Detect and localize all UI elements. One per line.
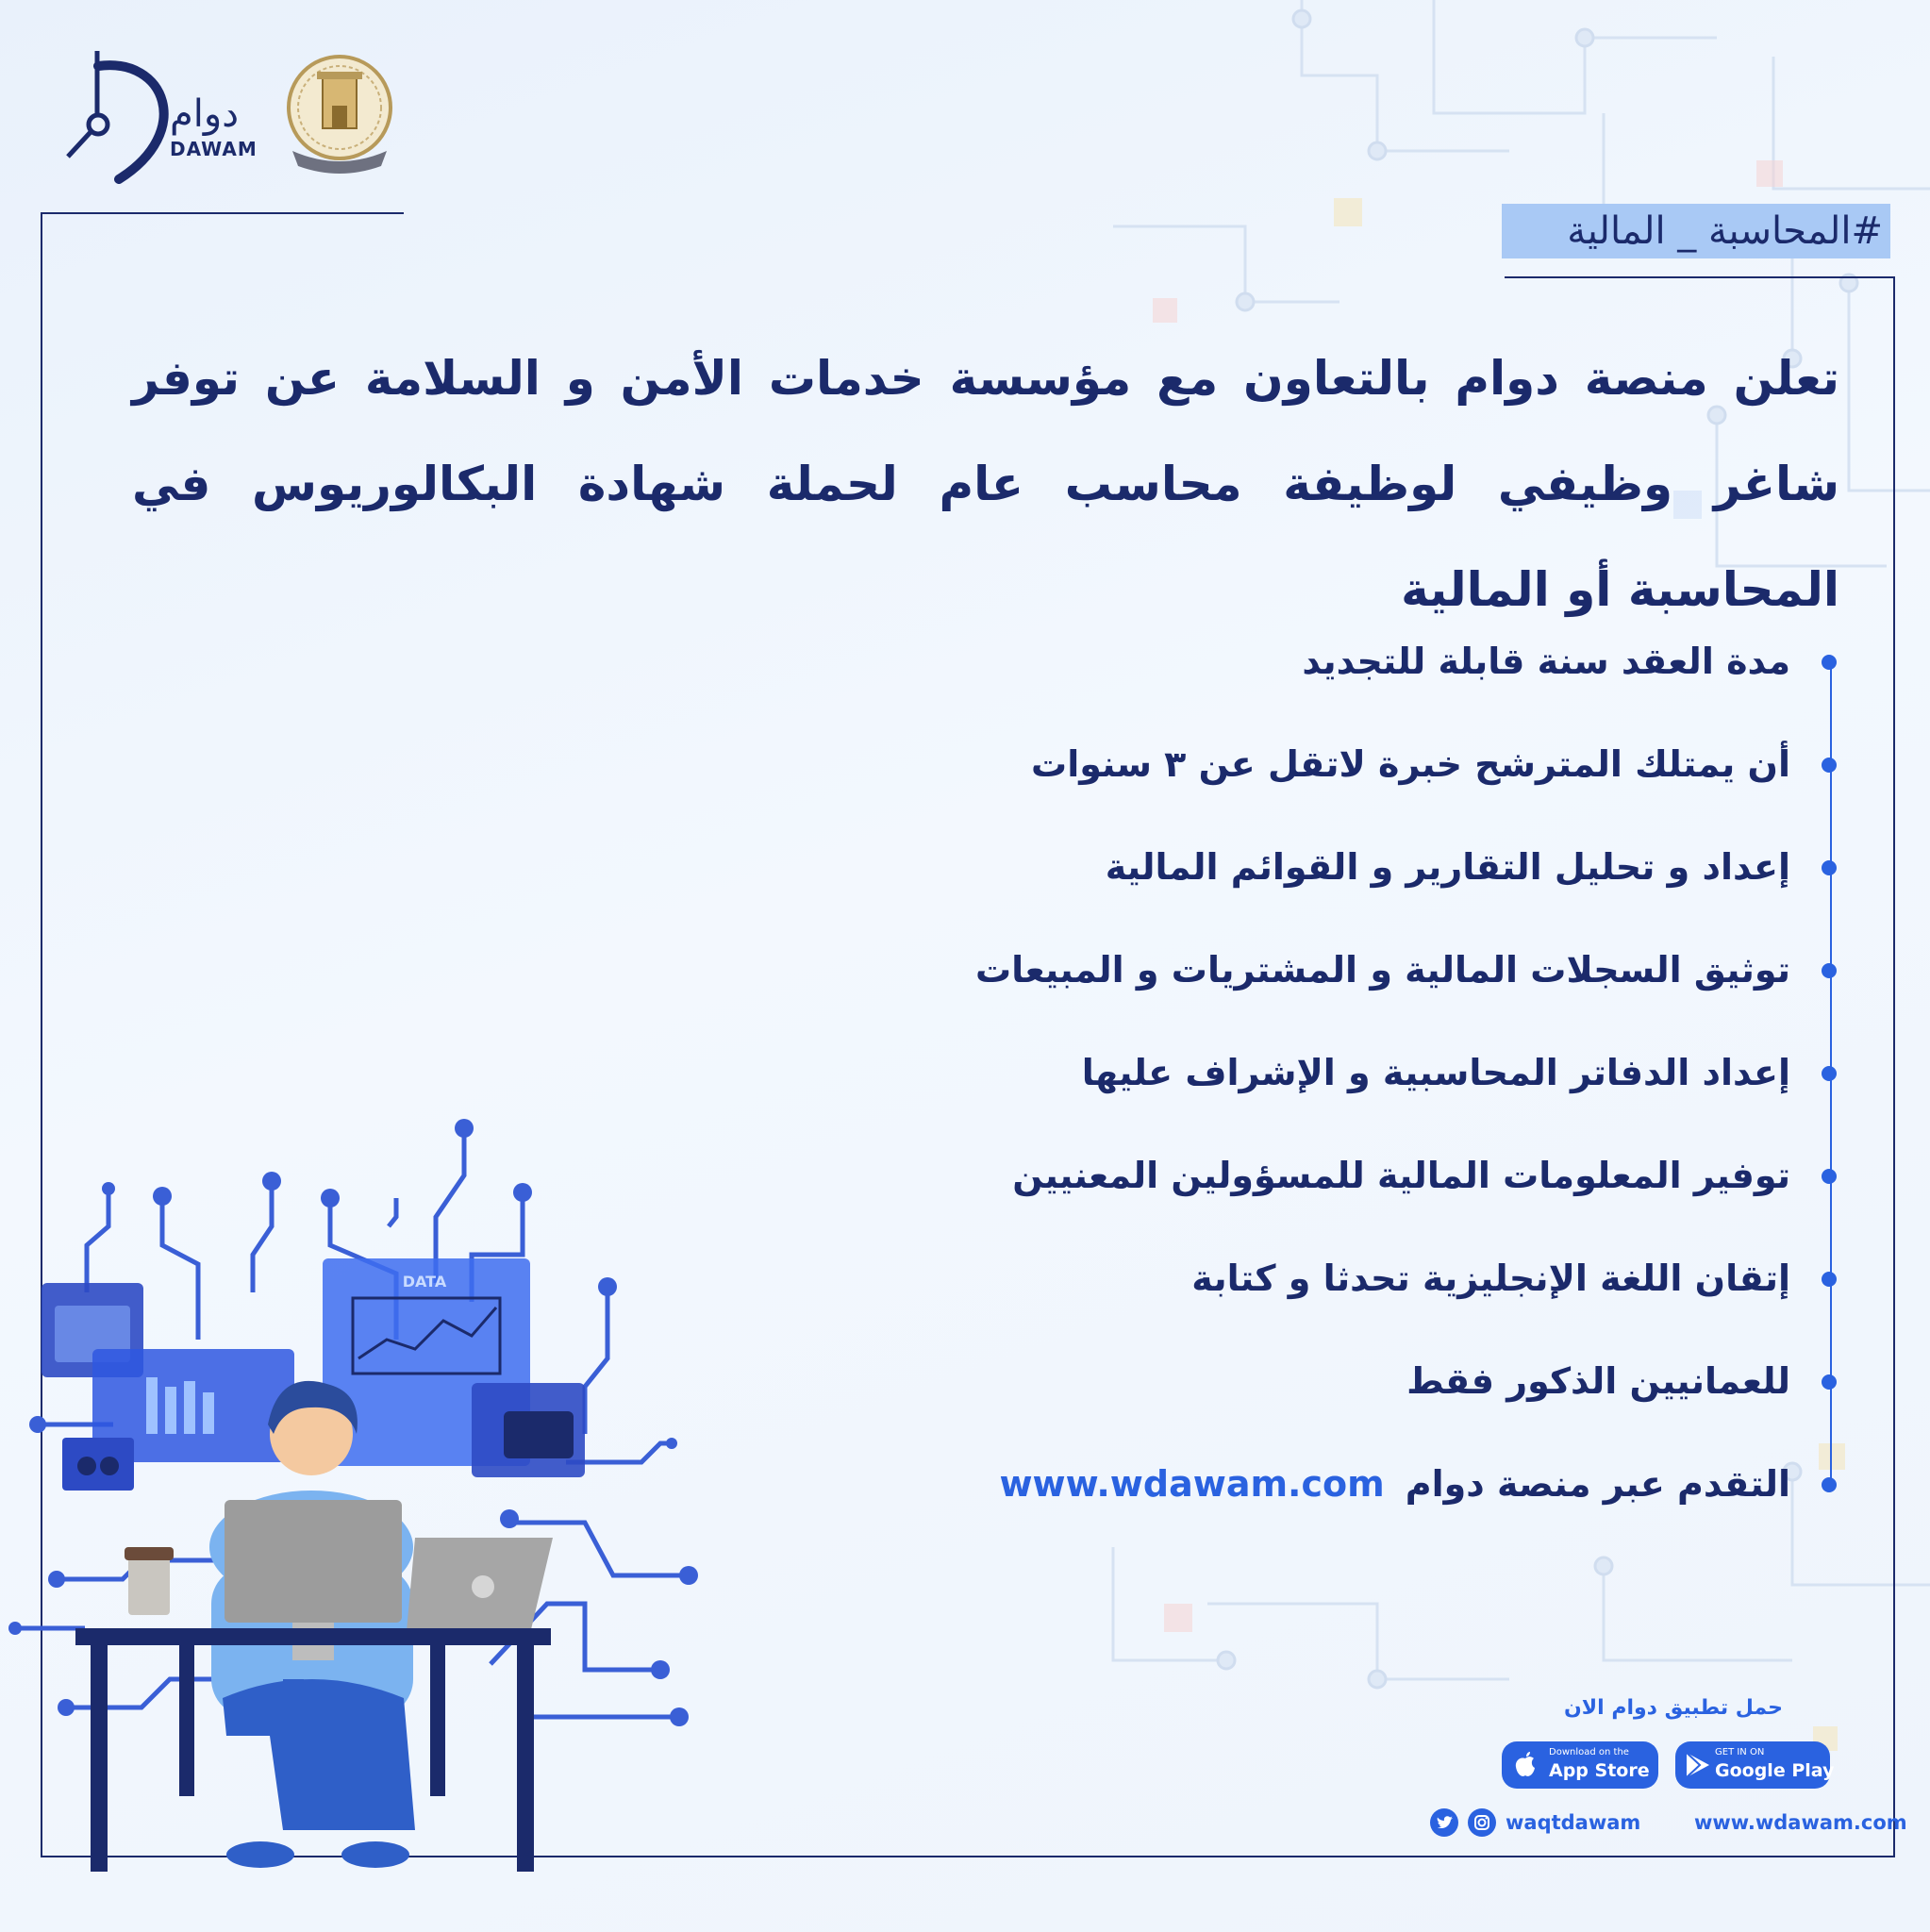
requirement-item: [830, 1352, 1830, 1455]
apply-item: [830, 1455, 1830, 1557]
bullet-dot: [1822, 1374, 1837, 1390]
bullet-dot: [1822, 1066, 1837, 1081]
google-play-small-text: GET IN ON: [1715, 1747, 1765, 1757]
requirement-text: توثيق السجلات المالية و المشتريات و المبيعات: [975, 949, 1790, 991]
bullet-dot: [1822, 1272, 1837, 1287]
frame-line-top-right: [1505, 276, 1895, 278]
social-handle[interactable]: waqtdawam: [1506, 1811, 1641, 1834]
data-label: DATA: [402, 1273, 447, 1291]
requirement-text: أن يمتلك المترشح خبرة لاتقل عن ٣ سنوات: [1031, 743, 1790, 785]
requirements-list: [830, 632, 1830, 1557]
app-store-button[interactable]: [1502, 1741, 1658, 1789]
requirement-item: [830, 632, 1830, 735]
bullet-dot: [1822, 655, 1837, 670]
requirement-item: [830, 941, 1830, 1043]
download-app-label: حمل تطبيق دوام الان: [1563, 1696, 1783, 1720]
app-store-small-text: Download on the: [1549, 1747, 1629, 1757]
category-hashtag: #المحاسبة _ المالية: [1502, 204, 1890, 258]
requirement-text: إعداد الدفاتر المحاسبية و الإشراف عليها: [1081, 1052, 1790, 1093]
requirement-item: [830, 1043, 1830, 1146]
requirement-text: إعداد و تحليل التقارير و القوائم المالية: [1105, 846, 1790, 888]
requirement-text: للعمانيين الذكور فقط: [1406, 1360, 1790, 1402]
requirement-item: [830, 1249, 1830, 1352]
twitter-icon[interactable]: [1430, 1808, 1458, 1837]
requirement-item: [830, 838, 1830, 941]
apply-text: التقدم عبر منصة دوام: [1405, 1463, 1790, 1505]
bullet-dot: [1822, 860, 1837, 875]
requirement-text: إتقان اللغة الإنجليزية تحدثا و كتابة: [1191, 1257, 1790, 1299]
google-play-icon: [1685, 1751, 1711, 1779]
apple-icon: [1513, 1751, 1538, 1779]
bullet-dot: [1822, 1477, 1837, 1492]
footer-website-link[interactable]: www.wdawam.com: [1694, 1811, 1907, 1834]
bullet-dot: [1822, 758, 1837, 773]
google-play-button[interactable]: [1675, 1741, 1835, 1789]
apply-link[interactable]: www.wdawam.com: [999, 1463, 1385, 1505]
frame-line-top-left: [41, 212, 404, 214]
frame-line-right: [1893, 276, 1895, 1857]
instagram-icon[interactable]: [1468, 1808, 1496, 1837]
requirement-text: مدة العقد سنة قابلة للتجديد: [1302, 641, 1790, 682]
bullet-dot: [1822, 963, 1837, 978]
accountant-illustration: [0, 1113, 717, 1887]
job-announcement-headline: تعلن منصة دوام بالتعاون مع مؤسسة خدمات الأمن و السلامة عن توفر شاغر وظيفي لوظيفة محاسب عام لحملة شهادة البكالوريوس في المحاسبة أو المالية: [132, 351, 1839, 617]
google-play-big-text: Google Play: [1715, 1760, 1835, 1781]
brand-name-english: DAWAM: [170, 138, 258, 160]
requirement-text: توفير المعلومات المالية للمسؤولين المعنيين: [1012, 1155, 1790, 1196]
app-store-big-text: App Store: [1549, 1760, 1650, 1781]
brand-name-arabic: دوام: [170, 92, 240, 136]
seal-icon: [283, 49, 396, 181]
requirement-item: [830, 1146, 1830, 1249]
bullet-dot: [1822, 1169, 1837, 1184]
requirement-item: [830, 735, 1830, 838]
